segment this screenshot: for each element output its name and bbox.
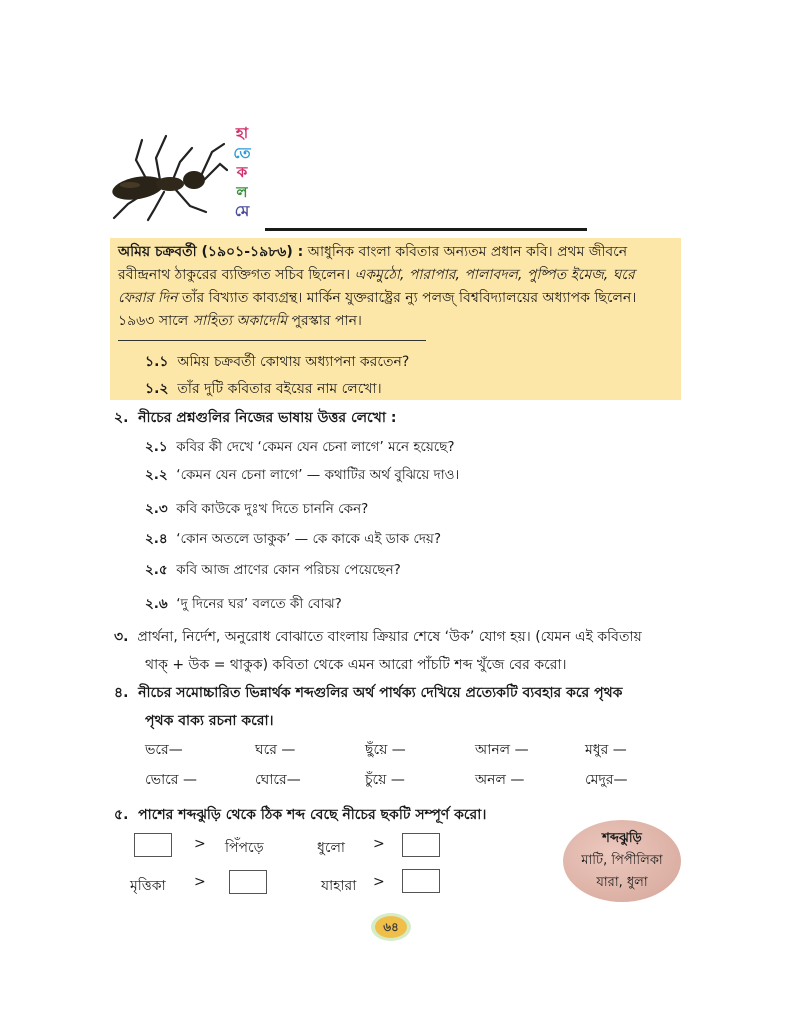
section-title (229, 124, 255, 222)
bio-line-3 (118, 287, 676, 310)
question-2-1 (145, 436, 455, 459)
question-1-2 (145, 377, 382, 401)
question-heading: পৃথক বাক্য রচনা করো। (145, 713, 274, 729)
question-text: প্রার্থনা, নির্দেশ, অনুরোধ বোঝাতে বাংলায় ক্রিয়ার শেষে ‘উক’ যোগ হয়। (যেমন এই কবিতায় (137, 629, 642, 645)
answer-box[interactable] (229, 870, 267, 894)
title-letter: ল (236, 182, 248, 201)
grid-word: মৃত্তিকা (130, 878, 166, 894)
question-2-4 (145, 528, 441, 551)
question-number: ২.৩ (145, 501, 168, 517)
question-1-1 (145, 350, 409, 374)
question-text: কবি আজ প্রাণের কোন পরিচয় পেয়েছেন? (176, 562, 401, 578)
question-text: ‘কোন অতলে ডাকুক’ — কে কাকে এই ডাক দেয়? (176, 531, 442, 547)
question-text: তাঁর দুটি কবিতার বইয়ের নাম লেখো। (177, 381, 382, 397)
grid-word: পিঁপড়ে (225, 840, 264, 856)
word-item: আনল — (475, 742, 529, 758)
question-text: কবি কাউকে দুঃখ দিতে চাননি কেন? (176, 501, 369, 517)
question-number: ১.২ (145, 381, 169, 397)
question-number: ১.১ (145, 354, 169, 370)
bio-text: ১৯৬৩ সালে (118, 313, 193, 329)
question-3 (114, 625, 694, 677)
question-2-5 (145, 559, 401, 582)
title-letter: ক (236, 163, 248, 181)
bio-divider (118, 340, 426, 341)
question-5 (114, 803, 486, 827)
bio-line-1 (118, 241, 676, 264)
word-basket-words: মাটি, পিপীলিকা (581, 853, 663, 868)
word-item: ছুঁয়ে — (365, 742, 406, 758)
question-number: ২.৪ (145, 531, 168, 547)
poet-name: অমিয় চক্রবর্তী (১৯০১-১৯৮৬) : (118, 244, 304, 260)
ant-illustration (108, 130, 228, 222)
question-2 (114, 406, 396, 430)
word-item: মেদুর— (585, 772, 628, 788)
word-basket-title: শব্দঝুড়ি (602, 831, 642, 846)
answer-box[interactable] (134, 833, 172, 857)
answer-box[interactable] (402, 869, 440, 893)
title-letter: মে (234, 202, 250, 220)
word-item: ভরে— (145, 742, 183, 758)
award-name: সাহিত্য অকাদেমি (192, 313, 288, 329)
question-number: ২.৫ (145, 562, 168, 578)
title-letter: হা (235, 124, 249, 142)
question-heading: পাশের শব্দঝুড়ি থেকে ঠিক শব্দ বেছে নীচের ছকটি সম্পূর্ণ করো। (138, 807, 487, 823)
word-basket-words: যারা, ধুলা (596, 875, 648, 890)
bio-text: তাঁর বিখ্যাত কাব্যগ্রন্থ। মার্কিন যুক্তরাষ্ট্রের ন্যু পলজ্ বিশ্ববিদ্যালয়ের অধ্যাপক ছিলেন। (177, 290, 637, 306)
bio-line-4 (118, 310, 676, 333)
greater-than-sign: > (373, 836, 385, 852)
answer-box[interactable] (402, 833, 440, 857)
question-text: থাক্ + উক = থাকুক) কবিতা থেকে এমন আরো পাঁচটি শব্দ খুঁজে বের করো। (145, 657, 567, 673)
grid-word: ধুলো (317, 840, 345, 856)
question-4 (114, 681, 694, 733)
greater-than-sign: > (194, 874, 206, 890)
bio-line-2 (118, 264, 676, 287)
word-item: মধুর — (585, 742, 627, 758)
question-heading: নীচের সমোচ্চারিত ভিন্নার্থক শব্দগুলির অর্থ পার্থক্য দেখিয়ে প্রত্যেকটি ব্যবহার করে পৃথক (138, 685, 623, 701)
question-heading: নীচের প্রশ্নগুলির নিজের ভাষায় উত্তর লেখো : (138, 410, 397, 426)
greater-than-sign: > (373, 874, 385, 890)
question-number: ২.১ (145, 439, 168, 455)
word-item: অনল — (475, 772, 525, 788)
question-text: ‘দু দিনের ঘর’ বলতে কী বোঝ? (176, 596, 342, 612)
word-item: ঘরে — (255, 742, 296, 758)
question-number: ২. (114, 410, 129, 426)
grid-word: যাহারা (321, 878, 357, 894)
question-text: কবির কী দেখে ‘কেমন যেন চেনা লাগে’ মনে হয়েছে? (176, 439, 455, 455)
title-letter: তে (233, 143, 251, 162)
question-2-6 (145, 593, 342, 616)
question-number: ৫. (114, 807, 129, 823)
question-number: ২.২ (145, 467, 168, 483)
question-2-2 (145, 464, 459, 487)
word-item: ভোরে — (145, 772, 197, 788)
question-text: ‘কেমন যেন চেনা লাগে’ — কথাটির অর্থ বুঝিয়ে দাও। (176, 467, 460, 483)
bio-text: আধুনিক বাংলা কবিতার অন্যতম প্রধান কবি। প্রথম জীবনে (303, 244, 628, 260)
question-number: ২.৬ (145, 596, 168, 612)
poet-bio-text (118, 241, 676, 333)
title-rule (265, 228, 587, 231)
question-number: ৩. (114, 629, 129, 645)
book-titles: একমুঠো, পারাপার, পালাবদল, পুষ্পিত ইমেজ, ঘরে (354, 267, 635, 283)
word-item: চুঁয়ে — (365, 772, 405, 788)
page-number: ৬৪ (375, 916, 407, 938)
bio-text: পুরস্কার পান। (287, 313, 362, 329)
word-item: ঘোরে— (255, 772, 301, 788)
book-titles: ফেরার দিন (118, 290, 178, 306)
question-number: ৪. (114, 685, 129, 701)
question-text: অমিয় চক্রবর্তী কোথায় অধ্যাপনা করতেন? (177, 354, 410, 370)
question-2-3 (145, 498, 368, 521)
bio-text: রবীন্দ্রনাথ ঠাকুরের ব্যক্তিগত সচিব ছিলেন। (118, 267, 355, 283)
greater-than-sign: > (194, 836, 206, 852)
